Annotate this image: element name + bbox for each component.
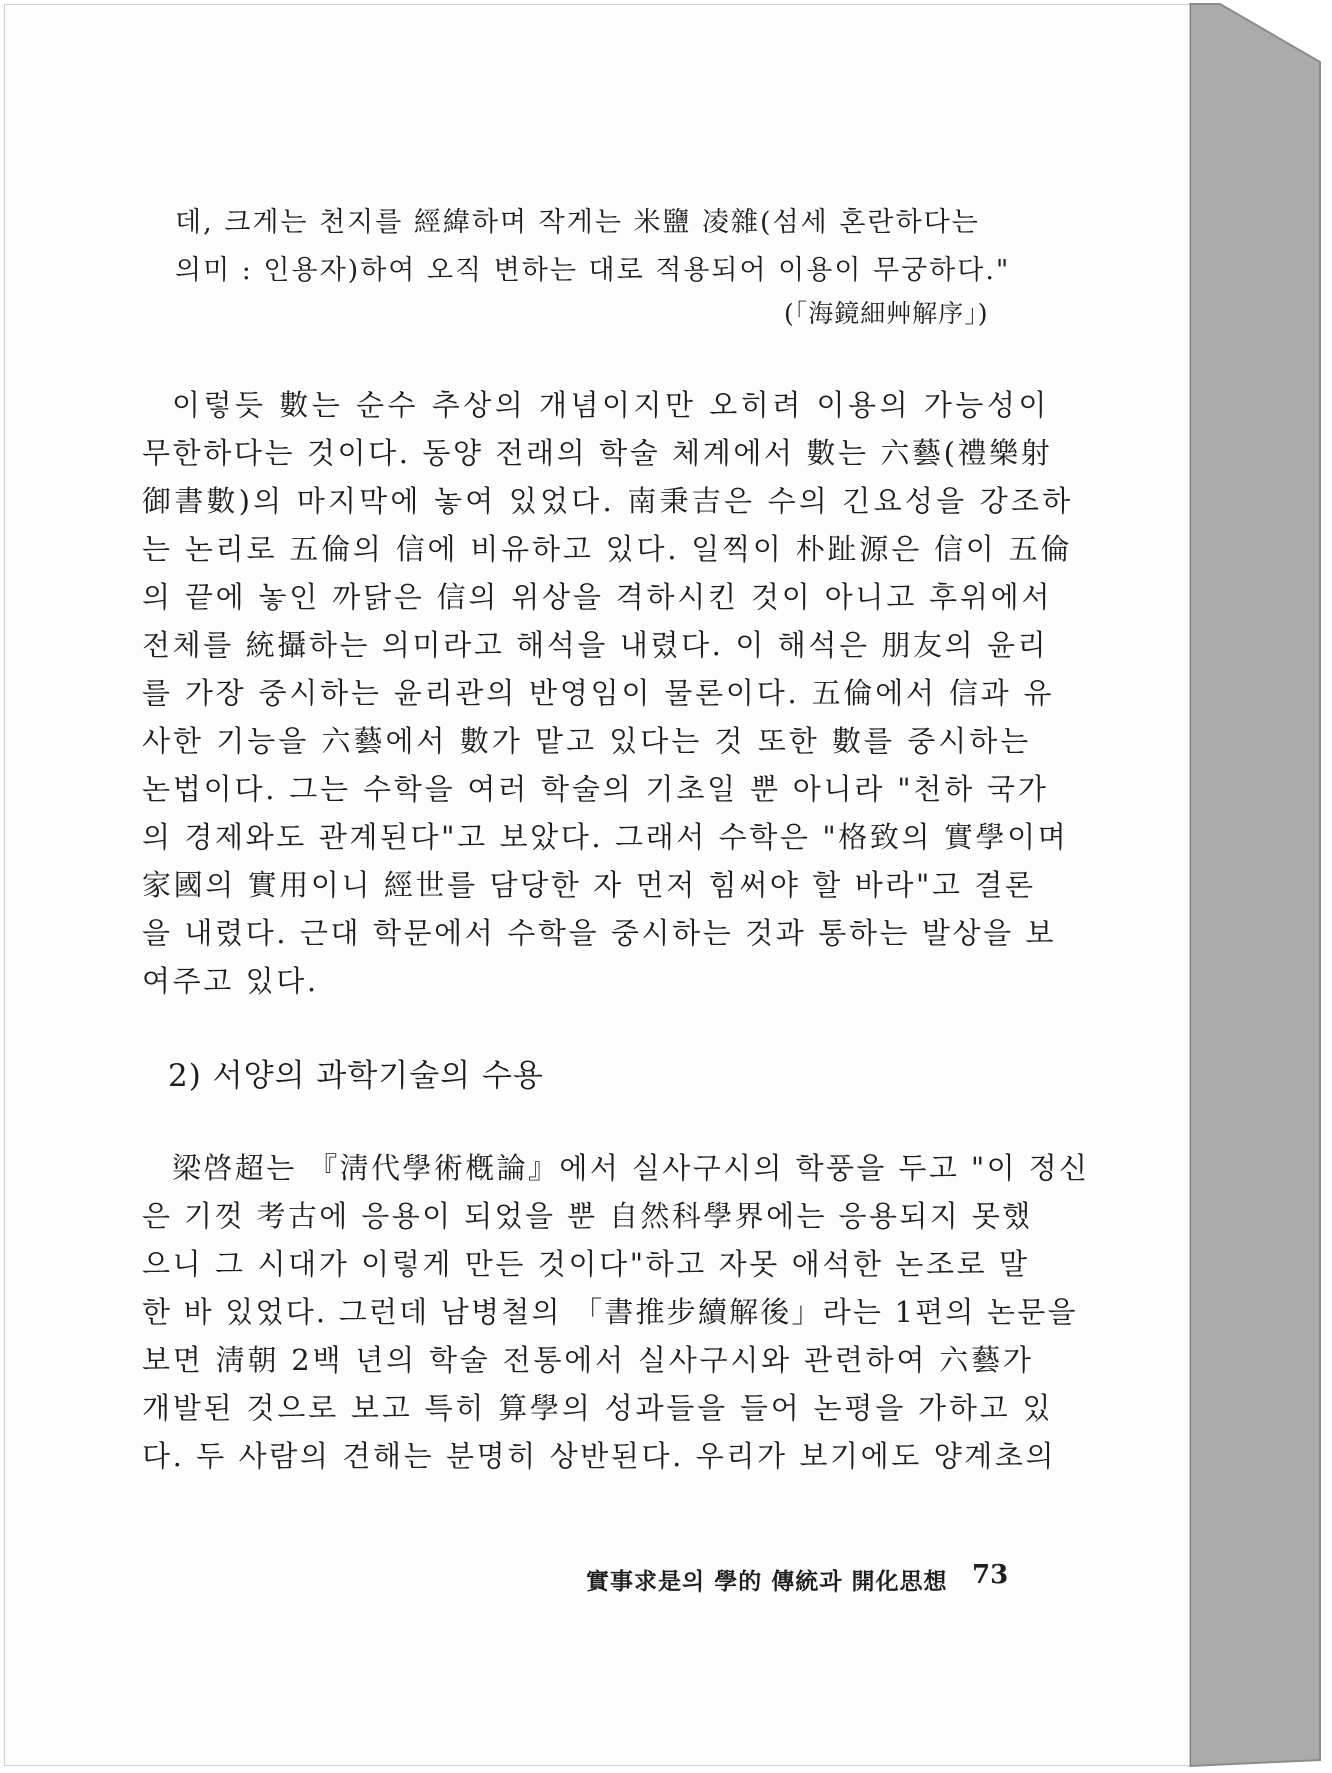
paragraph-2-line-6: 개발된 것으로 보고 특히 算學의 성과들을 들어 논평을 가하고 있 bbox=[142, 1391, 1054, 1425]
paragraph-1-line-2: 무한하다는 것이다. 동양 전래의 학술 체계에서 數는 六藝(禮樂射 bbox=[142, 436, 1053, 470]
paragraph-1-line-10: 의 경제와도 관계된다"고 보았다. 그래서 수학은 "格致의 實學이며 bbox=[142, 820, 1069, 854]
paragraph-1-line-1: 이렇듯 數는 순수 추상의 개념이지만 오히려 이용의 가능성이 bbox=[172, 388, 1050, 422]
paragraph-1-line-12: 을 내렸다. 근대 학문에서 수학을 중시하는 것과 통하는 발상을 보 bbox=[142, 916, 1057, 950]
paragraph-2-line-4: 한 바 있었다. 그런데 남병철의 「書推步續解後」라는 1편의 논문을 bbox=[142, 1295, 1078, 1329]
paragraph-2-line-7: 다. 두 사람의 견해는 분명히 상반된다. 우리가 보기에도 양계초의 bbox=[142, 1439, 1057, 1473]
paragraph-1-line-11: 家國의 實用이니 經世를 담당한 자 먼저 힘써야 할 바라"고 결론 bbox=[142, 868, 1036, 902]
page-number: 73 bbox=[972, 1560, 1009, 1590]
paragraph-1-line-8: 사한 기능을 六藝에서 數가 맡고 있다는 것 또한 數를 중시하는 bbox=[142, 724, 1032, 758]
paragraph-2-line-1: 梁啓超는 『淸代學術槪論』에서 실사구시의 학풍을 두고 "이 정신 bbox=[172, 1151, 1090, 1185]
quote-line-1: 데, 크게는 천지를 經緯하며 작게는 米鹽 凌雜(섬세 혼란하다는 bbox=[175, 207, 980, 238]
running-footer-title: 實事求是의 學的 傳統과 開化思想 bbox=[586, 1568, 948, 1595]
paragraph-2-line-2: 은 기껏 考古에 응용이 되었을 뿐 自然科學界에는 응용되지 못했 bbox=[142, 1199, 1033, 1233]
paragraph-1-line-3: 御書數)의 마지막에 놓여 있었다. 南秉吉은 수의 긴요성을 강조하 bbox=[142, 484, 1074, 518]
paragraph-2-line-5: 보면 淸朝 2백 년의 학술 전통에서 실사구시와 관련하여 六藝가 bbox=[142, 1343, 1034, 1377]
quote-citation: (「海鏡細艸解序」) bbox=[784, 299, 989, 328]
paragraph-1-line-5: 의 끝에 놓인 까닭은 信의 위상을 격하시킨 것이 아니고 후위에서 bbox=[142, 580, 1053, 614]
section-heading: 2) 서양의 과학기술의 수용 bbox=[168, 1058, 544, 1094]
paragraph-1-line-9: 논법이다. 그는 수학을 여러 학술의 기초일 뿐 아니라 "천하 국가 bbox=[142, 772, 1049, 806]
paragraph-1-line-4: 는 논리로 五倫의 信에 비유하고 있다. 일찍이 朴趾源은 信이 五倫 bbox=[142, 532, 1073, 566]
quote-line-2: 의미 : 인용자)하여 오직 변하는 대로 적용되어 이용이 무궁하다." bbox=[175, 255, 1011, 286]
paragraph-2-line-3: 으니 그 시대가 이렇게 만든 것이다"하고 자못 애석한 논조로 말 bbox=[142, 1247, 1030, 1281]
paragraph-1-line-13: 여주고 있다. bbox=[142, 964, 319, 998]
paragraph-1-line-7: 를 가장 중시하는 윤리관의 반영임이 물론이다. 五倫에서 信과 유 bbox=[142, 676, 1055, 710]
paragraph-1-line-6: 전체를 統攝하는 의미라고 해석을 내렸다. 이 해석은 朋友의 윤리 bbox=[142, 628, 1049, 662]
